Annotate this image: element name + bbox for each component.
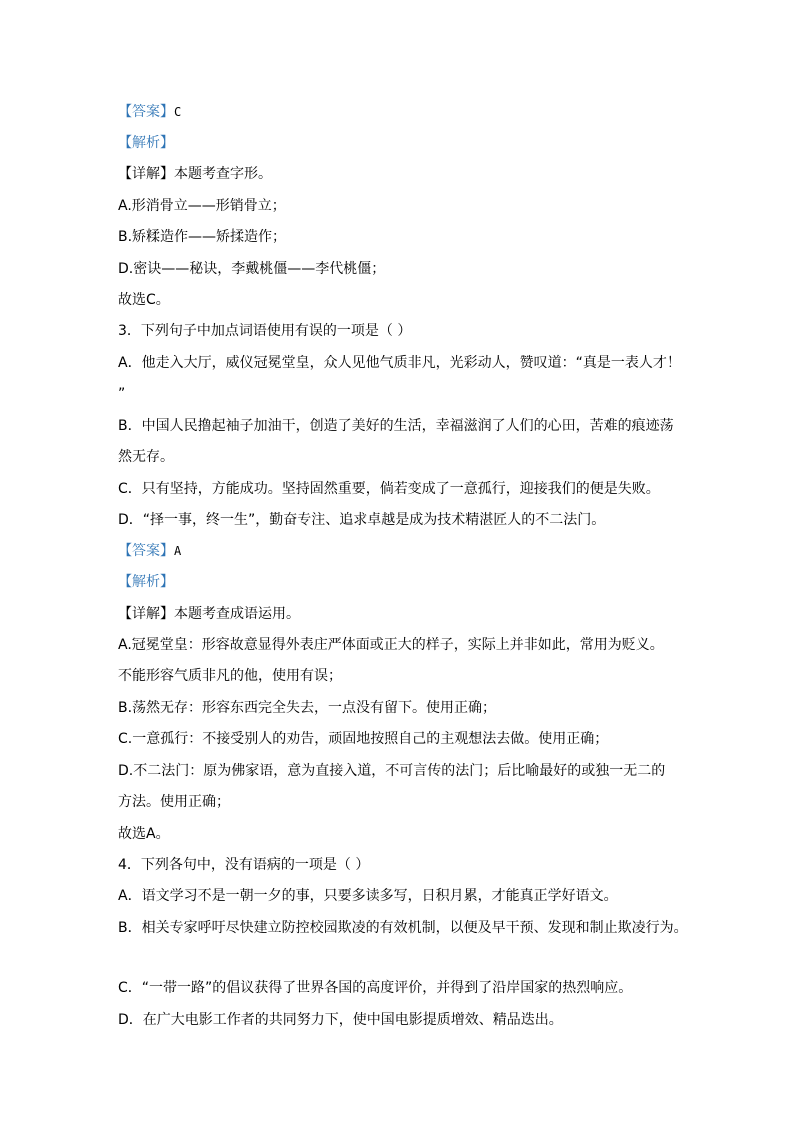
question-option-continued: ” — [118, 386, 126, 402]
answer-label: 【答案】 — [118, 543, 174, 559]
detail-line — [118, 604, 300, 624]
question-stem: 4．下列各句中，没有语病的一项是（ ） — [118, 857, 370, 873]
question-option: A．他走入大厅，威仪冠冕堂皇，众人见他气质非凡，光彩动人，赞叹道：“真是一表人才！ — [118, 355, 681, 371]
answer-line — [118, 541, 181, 561]
question-option: A．语文学习不是一朝一夕的事，只要多读多写，日积月累，才能真正学好语文。 — [118, 888, 618, 904]
detail-text: 本题考查成语运用。 — [174, 606, 300, 622]
question-option: D．在广大电影工作者的共同努力下，使中国电影提质增效、精品迭出。 — [118, 1012, 563, 1028]
question-option: B．相关专家呼吁尽快建立防控校园欺凌的有效机制，以便及早干预、发现和制止欺凌行为。 — [118, 920, 688, 936]
explanation-line: C.一意孤行：不接受别人的劝告，顽固地按照自己的主观想法去做。使用正确； — [118, 731, 609, 747]
explanation-line: D.密诀——秘诀，李戴桃僵——李代桃僵； — [118, 261, 386, 277]
explanation-line: 不能形容气质非凡的他，使用有误； — [118, 668, 342, 684]
explanation-line: 方法。使用正确； — [118, 794, 230, 810]
conclusion-line: 故选C。 — [118, 292, 170, 308]
conclusion-line: 故选A。 — [118, 826, 170, 842]
explanation-line: B.荡然无存：形容东西完全失去，一点没有留下。使用正确； — [118, 700, 497, 716]
question-option-continued: 然无存。 — [118, 449, 174, 465]
explanation-line: A.形消骨立——形销骨立； — [118, 198, 286, 214]
detail-label: 【详解】 — [118, 606, 174, 622]
question-option: C．“一带一路”的倡议获得了世界各国的高度评价，并得到了沿岸国家的热烈响应。 — [118, 980, 633, 996]
answer-value: A — [174, 544, 182, 558]
answer-value: C — [174, 105, 182, 119]
answer-label: 【答案】 — [118, 104, 174, 120]
answer-line — [118, 102, 181, 122]
analysis-label: 【解析】 — [118, 574, 174, 590]
explanation-line: D.不二法门：原为佛家语，意为直接入道，不可言传的法门；后比喻最好的或独一无二的 — [118, 763, 666, 779]
question-stem: 3．下列句子中加点词语使用有误的一项是（ ） — [118, 323, 412, 339]
explanation-line: A.冠冕堂皇：形容故意显得外表庄严体面或正大的样子，实际上并非如此，常用为贬义。 — [118, 637, 664, 653]
analysis-label: 【解析】 — [118, 135, 174, 151]
detail-label: 【详解】 — [118, 166, 174, 182]
question-option: D．“择一事，终一生”，勤奋专注、追求卓越是成为技术精湛匠人的不二法门。 — [118, 512, 606, 528]
question-option: C．只有坚持，方能成功。坚持固然重要，倘若变成了一意孤行，迎接我们的便是失败。 — [118, 481, 660, 497]
question-option: B．中国人民撸起袖子加油干，创造了美好的生活，幸福滋润了人们的心田，苦难的痕迹荡 — [118, 418, 674, 434]
detail-text: 本题考查字形。 — [174, 166, 272, 182]
detail-line — [118, 164, 272, 184]
explanation-line: B.矫糅造作——矫揉造作； — [118, 229, 287, 245]
